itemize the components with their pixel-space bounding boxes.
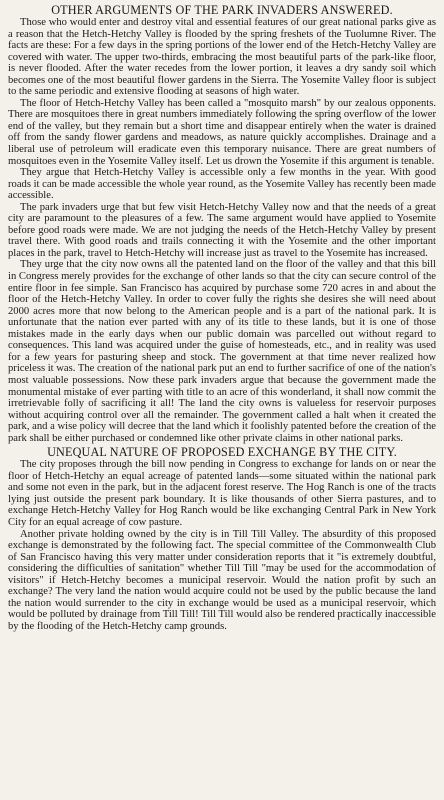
paragraph: Those who would enter and destroy vital and essential features of our great national parks give as a reason that the Hetch-Hetchy Valley is flooded by the spring freshets of the Tuolumne River. The facts are these: For a few days in the spring portions of the lower end of the Hetch-Hetchy Valley are covered with water. The upper two-thirds, embracing the most beautiful parts of the park-like floor, is never flooded. After the water recedes from the lower portion, it leaves a dry sandy soil which becomes one of the most beautiful flower gardens in the Sierra. The Yosemite Valley floor is subject to the same periodic and extensive flooding at seasons of high water. [8,17,436,98]
paragraph: They argue that Hetch-Hetchy Valley is accessible only a few months in the year. With good roads it can be made accessible the whole year round, as the Yosemite Valley has recently been made accessible. [8,167,436,202]
section-heading: UNEQUAL NATURE OF PROPOSED EXCHANGE BY THE CITY. [47,445,397,460]
section-heading: OTHER ARGUMENTS OF THE PARK INVADERS ANSWERED. [51,3,393,17]
section-unequal-exchange [8,445,436,632]
paragraph: Another private holding owned by the city is in Till Till Valley. The absurdity of this proposed exchange is demonstrated by the following fact. The special committee of the Commonwealth Club of San Francisco having this very matter under consideration reports that it "is extremely doubtful, considering the difficulties of sanitation" whether Till Till "may be used for the accommodation of visitors" if Hetch-Hetchy becomes a municipal reservoir. Would the nation profit by such an exchange? The very land the nation would acquire could not be used by the public because the land the nation would surrender to the city in exchange would be used as a municipal reservoir, which would be polluted by drainage from Till Till! Till Till would also be rendered practically inaccessible by the flooding of the Hetch-Hetchy camp grounds. [8,528,436,632]
paragraph: The park invaders urge that but few visit Hetch-Hetchy Valley now and that the needs of a great city are paramount to the pleasures of a few. The same argument would have applied to Yosemite before good roads were made. We are not judging the needs of the Hetch-Hetchy Valley by present travel there. With good roads and trails connecting it with the Yosemite and the other important places in the park, travel to Hetch-Hetchy will increase just as travel to the Yosemite has increased. [8,201,436,259]
section-park-invaders-answered [8,3,436,444]
paragraph: The floor of Hetch-Hetchy Valley has been called a "mosquito marsh" by our zealous opponents. There are mosquitoes there in great numbers immediately following the spring overflow of the lower end of the valley, but they remain but a short time and disappear entirely when the water is drained off from the sandy flower gardens and meadows, as nature quickly accomplishes. Drainage and a liberal use of petroleum will eradicate even this temporary nuisance. There are great numbers of mosquitoes even in the Yosemite Valley itself. Let us drown the Yosemite if this argument is tenable. [8,97,436,167]
paragraph: The city proposes through the bill now pending in Congress to exchange for lands on or near the floor of Hetch-Hetchy an equal acreage of patented lands—some situated within the national park and some not even in the park, but in the adjacent forest reserve. The Hog Ranch is one of the tracts lying just outside the present park boundary. It is like thousands of other Sierra pastures, and to exchange Hetch-Hetchy Valley for Hog Ranch would be like exchanging Central Park in New York City for an equal acreage of cow pasture. [8,459,436,528]
paragraph: They urge that the city now owns all the patented land on the floor of the valley and that this bill in Congress merely provides for the exchange of other lands so that the city can secure control of the entire floor in fee simple. San Francisco has acquired by purchase some 720 acres in and about the floor of the Hetch-Hetchy Valley. In order to cover fully the rights she desires she will need about 2000 acres more that now belong to the American people and is a part of the national park. It is unfortunate that the nation ever parted with any of its title to these lands, but it is one of those mistakes made in the early days when our public domain was parcelled out without regard to consequences. This land was acquired under the guise of homesteads, etc., and in reality was used for a few years for pasturing sheep and stock. The government at that time never realized how priceless it was. The creation of the national park put an end to further sacrifice of one of the nation's most valuable possessions. Now these park invaders argue that because the government made the monumental mistake of ever parting with title to an acre of this wonderland, it shall now commit the irretrievable folly of sacrificing it all! The land the city owns is valueless for reservoir purposes without acquiring control over all the remainder. The government called a halt when it created the park, and a wise policy will decree that the land which it foolishly patented before the creation of the park shall be either purchased or condemned like other private claims in other national parks. [8,259,436,444]
